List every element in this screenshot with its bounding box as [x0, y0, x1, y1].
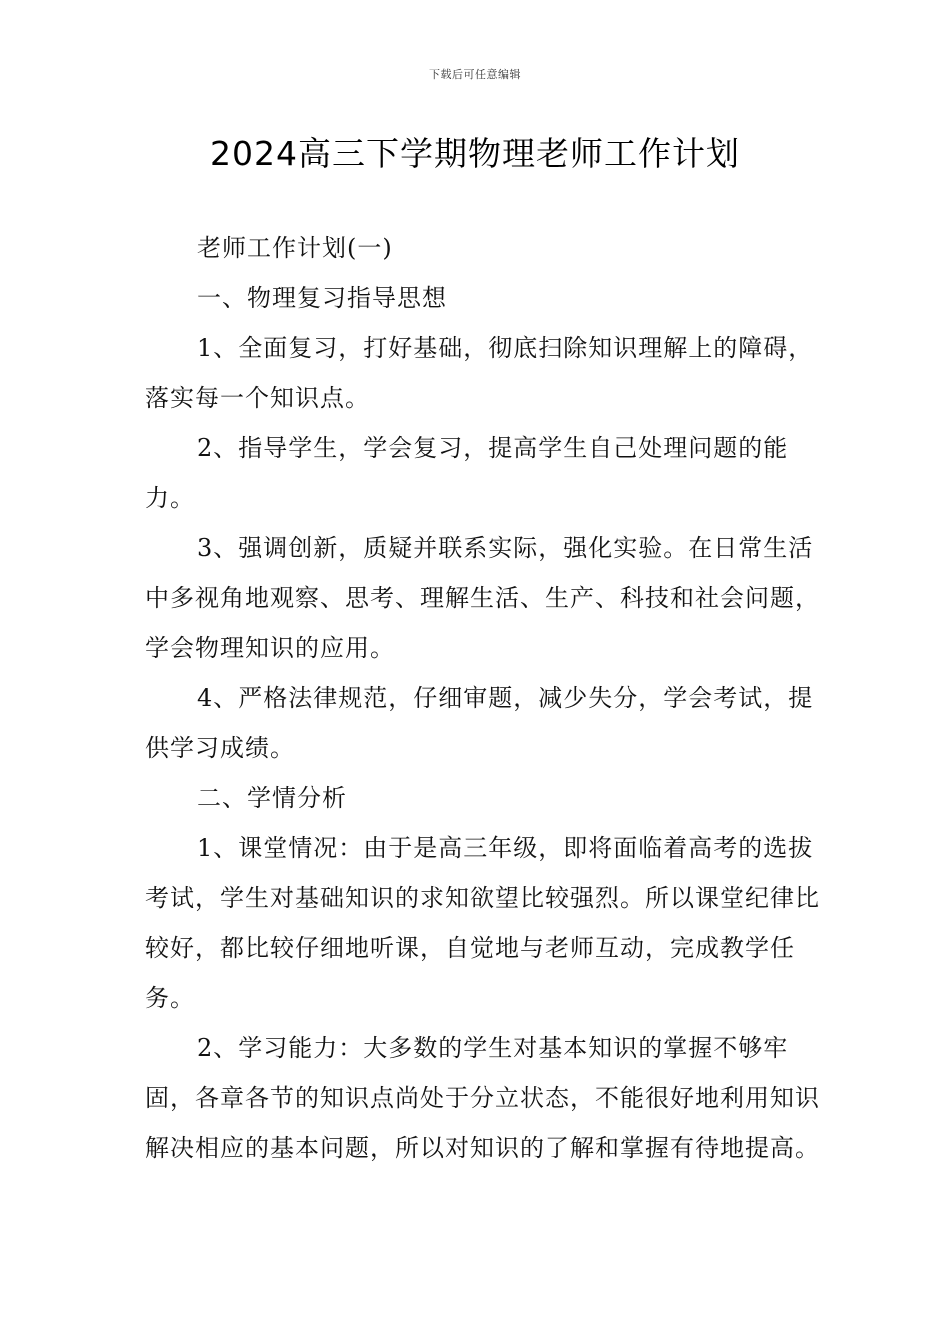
paragraph-item: 1、全面复习，打好基础，彻底扫除知识理解上的障碍，落实每一个知识点。	[145, 334, 814, 412]
document-body	[145, 223, 825, 1173]
section-heading-guiding-ideas: 一、物理复习指导思想	[197, 284, 447, 312]
paragraph-item: 4、严格法律规范，仔细审题，减少失分，学会考试，提供学习成绩。	[145, 684, 814, 762]
paragraph-item: 3、强调创新，质疑并联系实际，强化实验。在日常生活中多视角地观察、思考、理解生活、生产、科技和社会问题，学会物理知识的应用。	[145, 534, 820, 662]
document-title: 2024高三下学期物理老师工作计划	[210, 134, 740, 173]
paragraph-item: 2、指导学生，学会复习，提高学生自己处理问题的能力。	[145, 434, 789, 512]
header-note: 下载后可任意编辑	[429, 68, 521, 81]
section-heading-plan: 老师工作计划(一)	[197, 234, 393, 262]
paragraph-item: 2、学习能力：大多数的学生对基本知识的掌握不够牢固，各章各节的知识点尚处于分立状态，不能很好地利用知识解决相应的基本问题，所以对知识的了解和掌握有待地提高。	[145, 1034, 820, 1162]
section-heading-analysis: 二、学情分析	[197, 784, 347, 812]
paragraph-item: 1、课堂情况：由于是高三年级，即将面临着高考的选拔考试，学生对基础知识的求知欲望比较强烈。所以课堂纪律比较好，都比较仔细地听课，自觉地与老师互动，完成教学任务。	[145, 834, 820, 1012]
